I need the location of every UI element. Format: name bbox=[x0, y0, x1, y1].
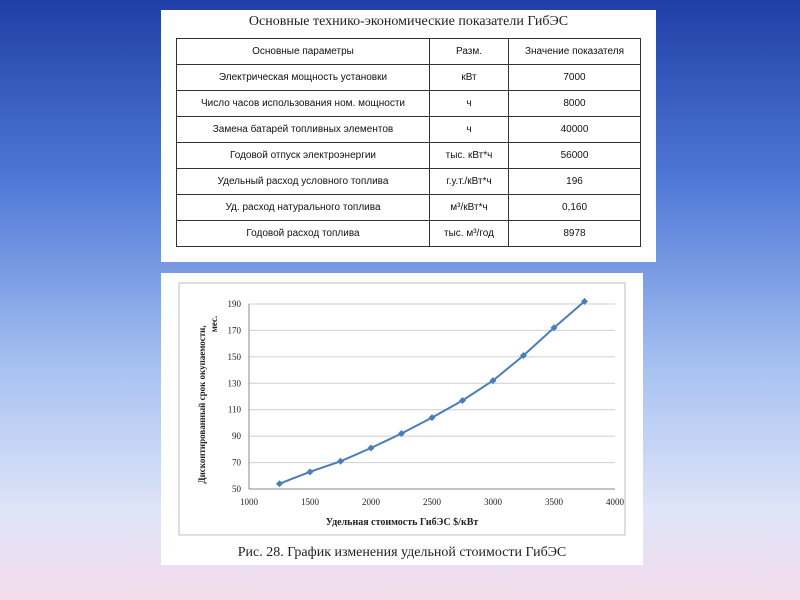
header-value: Значение показателя bbox=[509, 39, 641, 65]
row-value: 56000 bbox=[509, 143, 641, 169]
row-unit: тыс. м³/год bbox=[430, 221, 509, 247]
table-row bbox=[177, 143, 641, 169]
x-tick-label: 2500 bbox=[423, 497, 441, 507]
y-axis-label-unit: мес. bbox=[209, 315, 219, 333]
chart-panel bbox=[161, 273, 643, 565]
table-row bbox=[177, 65, 641, 91]
x-tick-label: 4000 bbox=[606, 497, 624, 507]
header-unit: Разм. bbox=[430, 39, 509, 65]
row-name: Замена батарей топливных элементов bbox=[177, 117, 430, 143]
table-row bbox=[177, 221, 641, 247]
table-row bbox=[177, 195, 641, 221]
parameters-panel bbox=[161, 10, 656, 262]
x-tick-label: 3000 bbox=[484, 497, 502, 507]
row-value: 8978 bbox=[509, 221, 641, 247]
row-value: 0,160 bbox=[509, 195, 641, 221]
y-tick-label: 130 bbox=[227, 378, 241, 389]
y-tick-label: 190 bbox=[227, 299, 241, 309]
y-tick-label: 170 bbox=[227, 325, 241, 336]
x-axis-label: Удельная стоимость ГибЭС $/кВт bbox=[325, 517, 479, 528]
y-tick-label: 150 bbox=[227, 351, 241, 362]
x-tick-label: 1000 bbox=[240, 497, 258, 507]
table-row bbox=[177, 169, 641, 195]
row-unit: г.у.т./кВт*ч bbox=[430, 169, 509, 195]
row-value: 8000 bbox=[509, 91, 641, 117]
x-tick-label: 1500 bbox=[301, 497, 319, 507]
row-value: 7000 bbox=[509, 65, 641, 91]
row-name: Уд. расход натурального топлива bbox=[177, 195, 430, 221]
row-name: Годовой расход топлива bbox=[177, 221, 430, 247]
parameters-table bbox=[176, 38, 641, 247]
y-tick-label: 70 bbox=[232, 457, 241, 468]
row-unit: ч bbox=[430, 117, 509, 143]
y-axis-label: Дисконтированный срок окупаемости, bbox=[197, 325, 207, 484]
row-name: Число часов использования ном. мощности bbox=[177, 91, 430, 117]
x-tick-label: 3500 bbox=[545, 497, 563, 507]
table-row bbox=[177, 91, 641, 117]
row-unit: м³/кВт*ч bbox=[430, 195, 509, 221]
y-tick-label: 50 bbox=[232, 484, 241, 494]
x-tick-label: 2000 bbox=[362, 497, 380, 507]
header-parameters: Основные параметры bbox=[177, 39, 430, 65]
y-tick-label: 110 bbox=[227, 404, 241, 415]
payback-chart bbox=[161, 273, 643, 541]
row-unit: тыс. кВт*ч bbox=[430, 143, 509, 169]
row-name: Электрическая мощность установки bbox=[177, 65, 430, 91]
row-unit: кВт bbox=[430, 65, 509, 91]
row-unit: ч bbox=[430, 91, 509, 117]
row-name: Годовой отпуск электроэнергии bbox=[177, 143, 430, 169]
y-tick-label: 90 bbox=[232, 431, 241, 442]
table-row bbox=[177, 117, 641, 143]
row-value: 40000 bbox=[509, 117, 641, 143]
table-header-row bbox=[177, 39, 641, 65]
chart-caption: Рис. 28. График изменения удельной стоимости ГибЭС bbox=[237, 545, 567, 560]
row-value: 196 bbox=[509, 169, 641, 195]
row-name: Удельный расход условного топлива bbox=[177, 169, 430, 195]
table-title: Основные технико-экономические показатели ГибЭС bbox=[248, 14, 569, 29]
